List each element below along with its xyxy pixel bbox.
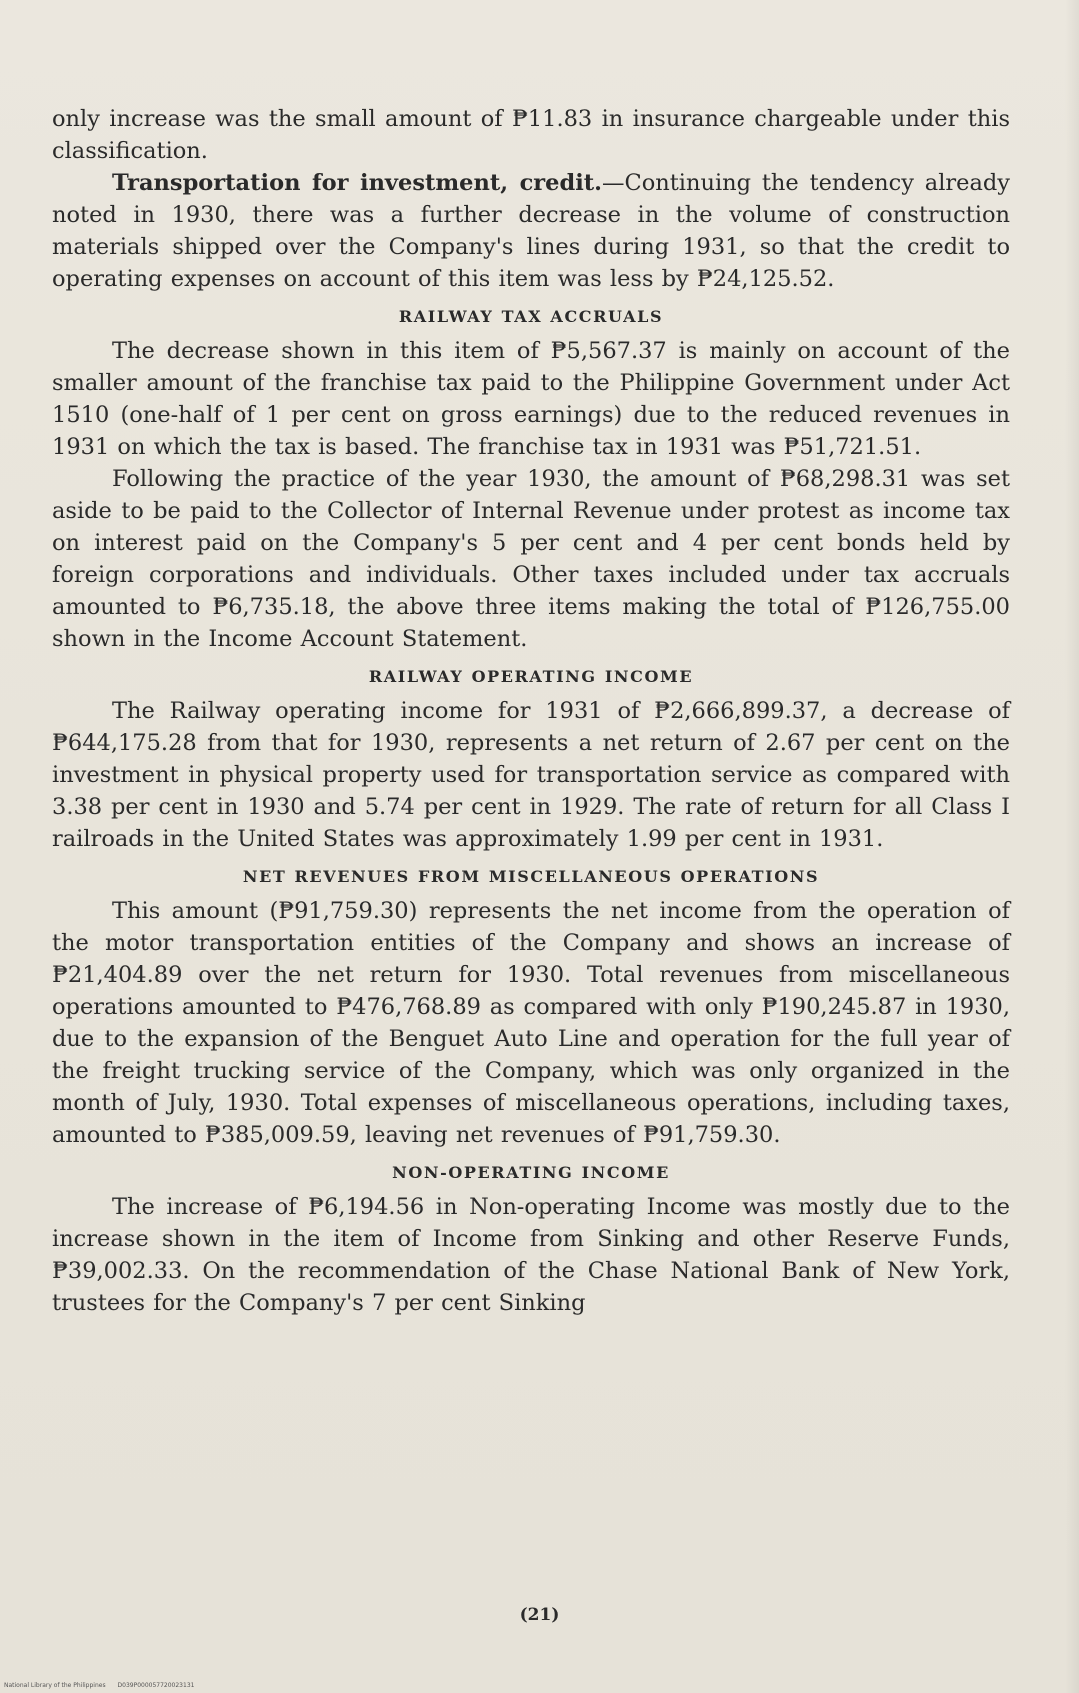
- body-text: [52, 103, 1010, 1319]
- footer-library: National Library of the Philippines: [4, 1682, 106, 1689]
- section-heading-misc-operations: NET REVENUES FROM MISCELLANEOUS OPERATIONS: [242, 867, 820, 886]
- page-edge-shadow: [1065, 0, 1079, 1693]
- section-heading-tax-accruals: RAILWAY TAX ACCRUALS: [398, 307, 664, 326]
- paragraph-misc-operations: This amount (₱91,759.30) represents the net income from the operation of the motor transportation entities of the Company and shows an increase of ₱21,404.89 over the net return for 1930. Total revenues from miscellaneous operations amounted to ₱476,768.89 as compared with only ₱190,245.87 in 1930, due to the expansion of the Benguet Auto Line and operation for the full year of the freight trucking service of the Company, which was only organized in the month of July, 1930. Total expenses of miscellaneous operations, including taxes, amounted to ₱385,009.59, leaving net revenues of ₱91,759.30.: [52, 898, 1010, 1148]
- run-in-heading: Transportation for investment, credit.: [112, 170, 602, 196]
- page-number: (21): [519, 1605, 560, 1625]
- paragraph-transportation-body: —Continuing the tendency already noted in 1930, there was a further decrease in the volume of construction materials shipped over the Company's lines during 1931, so that the credit to operating expenses on account of this item was less by ₱24,125.52.: [52, 170, 1010, 292]
- section-heading-operating-income: RAILWAY OPERATING INCOME: [368, 667, 694, 686]
- footer-code: D039P000057720023131: [117, 1682, 195, 1689]
- paragraph-tax-decrease: The decrease shown in this item of ₱5,567.37 is mainly on account of the smaller amount of the franchise tax paid to the Philippine Government under Act 1510 (one-half of 1 per cent on gross earnings) due to the reduced revenues in 1931 on which the tax is based. The franchise tax in 1931 was ₱51,721.51.: [52, 338, 1010, 460]
- section-heading-non-operating-income: NON-OPERATING INCOME: [392, 1163, 670, 1182]
- scan-footer: [4, 1682, 204, 1689]
- paragraph-operating-income: The Railway operating income for 1931 of ₱2,666,899.37, a decrease of ₱644,175.28 from that for 1930, represents a net return of 2.67 per cent on the investment in physical property used for transportation service as compared with 3.38 per cent in 1930 and 5.74 per cent in 1929. The rate of return for all Class I railroads in the United States was approximately 1.99 per cent in 1931.: [52, 698, 1010, 852]
- paragraph-continuation: only increase was the small amount of ₱11.83 in insurance chargeable under this classification.: [52, 106, 1010, 164]
- paragraph-income-tax: Following the practice of the year 1930, the amount of ₱68,298.31 was set aside to be paid to the Collector of Internal Revenue under protest as income tax on interest paid on the Company's 5 per cent and 4 per cent bonds held by foreign corporations and individuals. Other taxes included under tax accruals amounted to ₱6,735.18, the above three items making the total of ₱126,755.00 shown in the Income Account Statement.: [52, 466, 1010, 652]
- paragraph-transportation: [52, 167, 1010, 295]
- paragraph-non-operating-income: The increase of ₱6,194.56 in Non-operating Income was mostly due to the increase shown in the item of Income from Sinking and other Reserve Funds, ₱39,002.33. On the recommendation of the Chase National Bank of New York, trustees for the Company's 7 per cent Sinking: [52, 1194, 1010, 1316]
